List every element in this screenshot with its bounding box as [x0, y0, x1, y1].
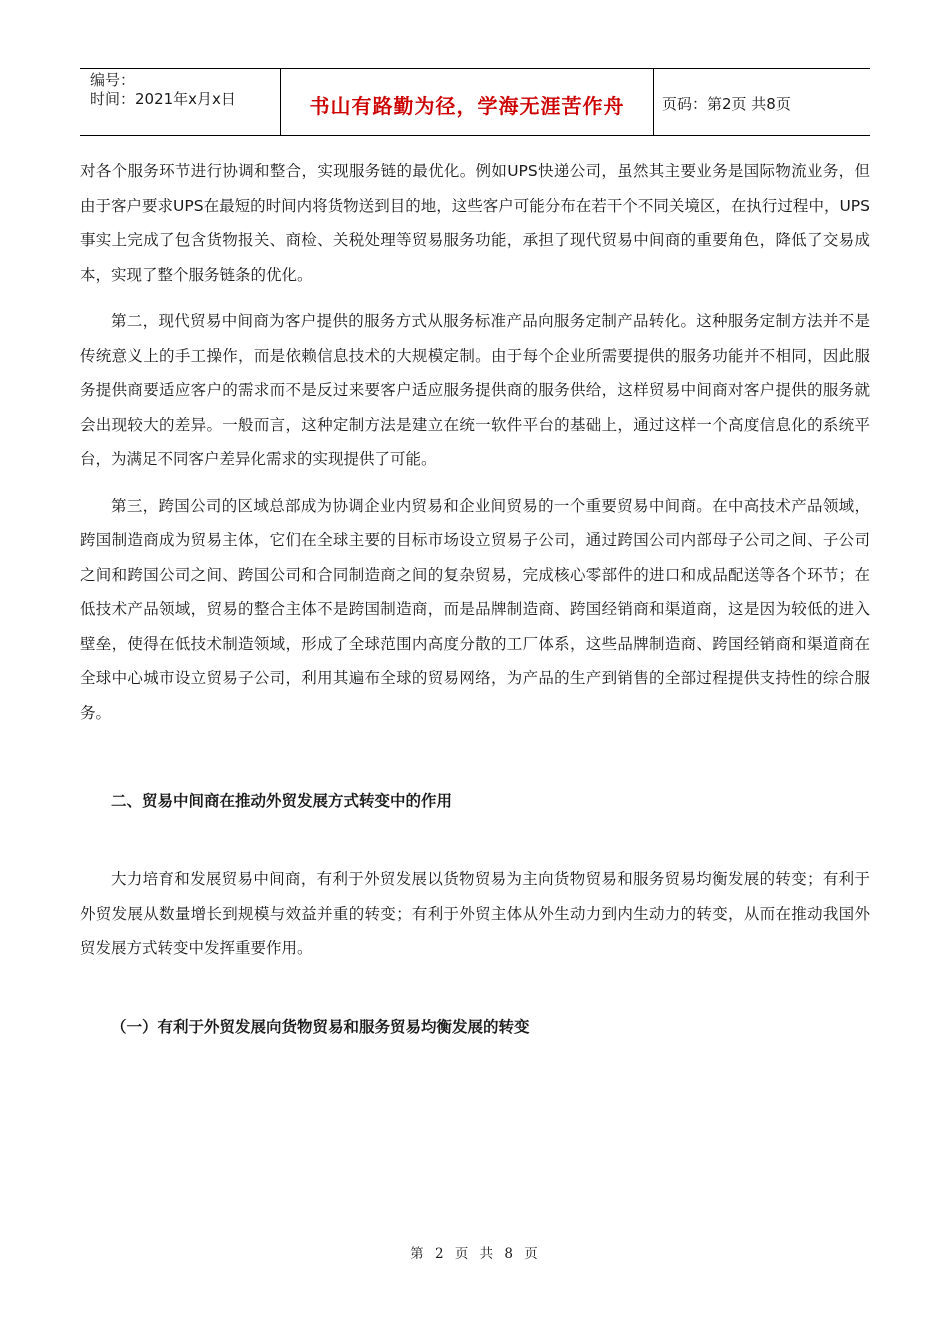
paragraph-continuation: 对各个服务环节进行协调和整合，实现服务链的最优化。例如UPS快递公司，虽然其主要业务是国际物流业务，但由于客户要求UPS在最短的时间内将货物送到目的地，这些客户可能分布在若干个不同关境区，在执行过程中，UPS事实上完成了包含货物报关、商检、关税处理等贸易服务功能，承担了现代贸易中间商的重要角色，降低了交易成本，实现了整个服务链条的优化。	[80, 162, 870, 284]
header-motto: 书山有路勤为径，学海无涯苦作舟	[281, 69, 654, 135]
document-body	[80, 154, 870, 1044]
page-header	[80, 68, 870, 136]
document-date: 时间：2021年x月x日	[90, 90, 236, 108]
subsection-heading: （一）有利于外贸发展向货物贸易和服务贸易均衡发展的转变	[111, 1017, 530, 1036]
section-heading: 二、贸易中间商在推动外贸发展方式转变中的作用	[111, 792, 453, 810]
page-footer: 第 2 页 共 8 页	[410, 1246, 540, 1262]
paragraph-third-point: 第三，跨国公司的区域总部成为协调企业内贸易和企业间贸易的一个重要贸易中间商。在中高技术产品领域，跨国制造商成为贸易主体，它们在全球主要的目标市场设立贸易子公司，通过跨国公司内部母子公司之间、子公司之间和跨国公司之间、跨国公司和合同制造商之间的复杂贸易，完成核心零部件的进口和成品配送等各个环节；在低技术产品领域，贸易的整合主体不是跨国制造商，而是品牌制造商、跨国经销商和渠道商，这是因为较低的进入壁垒，使得在低技术制造领域，形成了全球范围内高度分散的工厂体系，这些品牌制造商、跨国经销商和渠道商在全球中心城市设立贸易子公司，利用其遍布全球的贸易网络，为产品的生产到销售的全部过程提供支持性的综合服务。	[80, 496, 870, 722]
document-number-label: 编号：	[90, 71, 136, 89]
header-page-indicator: 页码：第2页 共8页	[662, 94, 791, 113]
header-meta	[80, 69, 281, 135]
paragraph-section-intro: 大力培育和发展贸易中间商，有利于外贸发展以货物贸易为主向货物贸易和服务贸易均衡发展的转变；有利于外贸发展从数量增长到规模与效益并重的转变；有利于外贸主体从外生动力到内生动力的转变，从而在推动我国外贸发展方式转变中发挥重要作用。	[80, 870, 870, 957]
paragraph-second-point: 第二，现代贸易中间商为客户提供的服务方式从服务标准产品向服务定制产品转化。这种服务定制方法并不是传统意义上的手工操作，而是依赖信息技术的大规模定制。由于每个企业所需要提供的服务功能并不相同，因此服务提供商要适应客户的需求而不是反过来要客户适应服务提供商的服务供给，这样贸易中间商对客户提供的服务就会出现较大的差异。一般而言，这种定制方法是建立在统一软件平台的基础上，通过这样一个高度信息化的系统平台，为满足不同客户差异化需求的实现提供了可能。	[80, 312, 870, 468]
